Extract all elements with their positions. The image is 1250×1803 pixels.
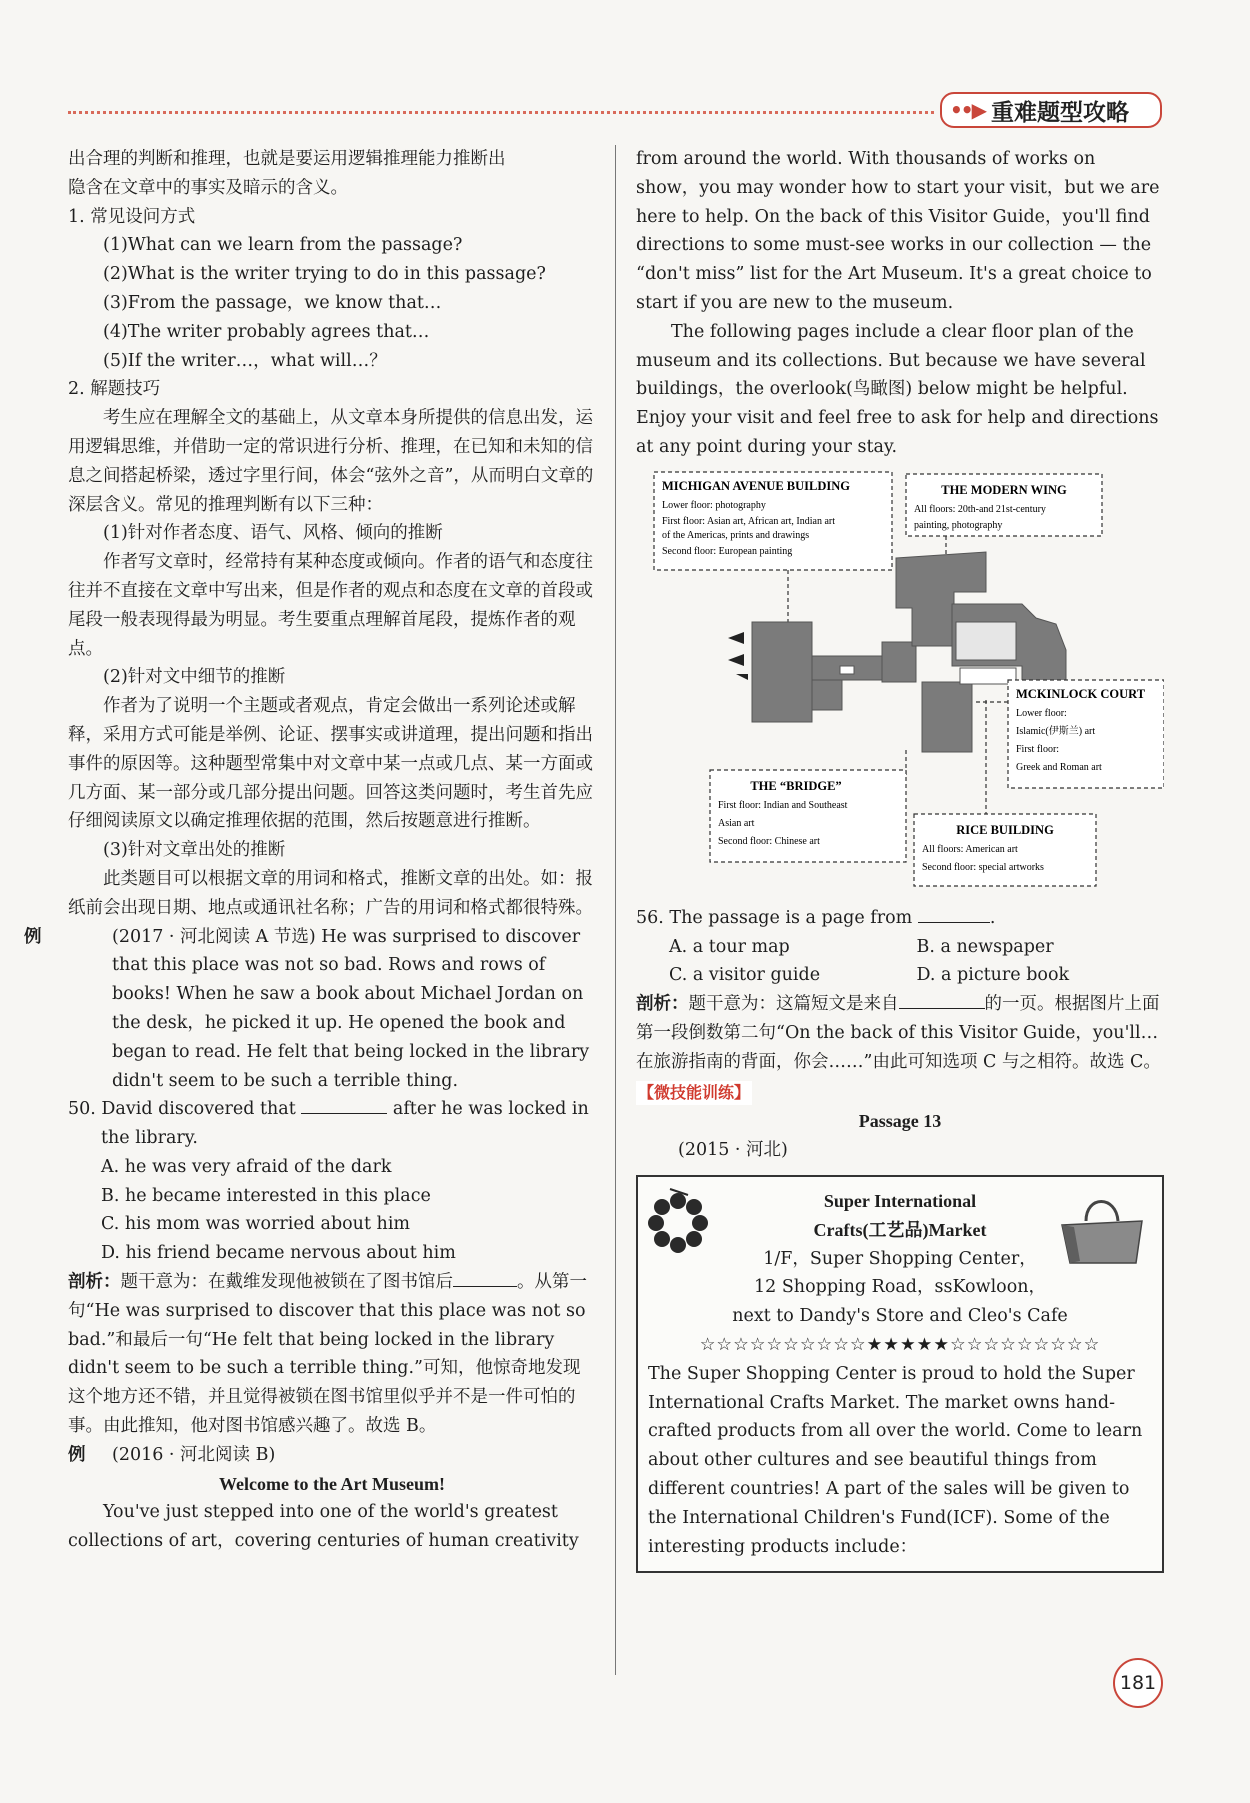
options-56-row-1 — [636, 933, 1164, 962]
question-56: 56. The passage is a page from . — [636, 904, 1164, 933]
option-56-c: C. a visitor guide — [669, 965, 821, 986]
analysis-56-text-end: 的一页。根据图片上面第一段倒数第二句“On the back of this Visitor Guide，you'll…在旅游指南的背面，你会……”由此可知选项 C 与之相符。故选 C。 — [636, 994, 1161, 1072]
market-name-line-1: Super International — [823, 1190, 977, 1211]
question-form-5: (5)If the writer…，what will…？ — [103, 350, 387, 371]
option-50-b: B. he became interested in this place — [101, 1185, 431, 1206]
rice-line-1: All floors: American art — [922, 843, 1018, 855]
michigan-line-4: Second floor: European painting — [662, 545, 793, 557]
answer-blank — [918, 904, 990, 923]
modern-wing-title: THE MODERN WING — [941, 482, 1067, 497]
type-3-title: (3)针对文章出处的推断 — [103, 840, 286, 861]
bridge-line-3: Second floor: Chinese art — [718, 835, 820, 847]
example-label: 例 — [68, 1444, 86, 1465]
bead-bracelet-icon — [648, 1185, 708, 1261]
answer-blank — [301, 1095, 387, 1114]
header-dotted-rule — [68, 111, 934, 114]
michigan-line-2: First floor: Asian art, African art, Indian art — [662, 515, 836, 527]
mckinlock-line-3: First floor: — [1016, 743, 1060, 755]
arrow-icon: ••▶ — [950, 98, 985, 122]
museum-overlook-map — [636, 470, 1164, 900]
example-2-head — [68, 1441, 596, 1470]
question-56-stem: 56. The passage is a page from — [636, 907, 913, 928]
option-56-a: A. a tour map — [669, 936, 790, 957]
modern-wing-line-1: All floors: 20th-and 21st-century — [914, 503, 1046, 515]
option-56-b: B. a newspaper — [916, 936, 1054, 957]
analysis-50 — [68, 1268, 596, 1441]
michigan-line-3: of the Americas, prints and drawings — [662, 529, 810, 541]
section-header-badge — [940, 92, 1162, 128]
handbag-icon — [1056, 1191, 1148, 1267]
analysis-label: 剖析： — [68, 1272, 121, 1293]
right-column — [636, 145, 1164, 1573]
section-1-title: 1. 常见设问方式 — [68, 206, 196, 227]
bridge-line-1: First floor: Indian and Southeast — [718, 799, 848, 811]
passage-source: (2015 · 河北) — [678, 1140, 788, 1161]
modern-wing-line-2: painting, photography — [914, 519, 1003, 531]
passage-title: Passage 13 — [858, 1111, 942, 1132]
type-1-paragraph: 作者写文章时，经常持有某种态度或倾向。作者的语气和态度往往并不直接在文章中写出来，但是作者的观点和态度在文章的首段或尾段一般表现得最为明显。考生要重点理解首尾段，提炼作者的观点。 — [68, 552, 593, 659]
type-1-title: (1)针对作者态度、语气、风格、倾向的推断 — [103, 523, 443, 544]
option-50-a: A. he was very afraid of the dark — [101, 1156, 392, 1177]
question-50-stem: 50. David discovered that — [68, 1099, 296, 1120]
market-name-line-2: Crafts(工艺品)Market — [813, 1219, 987, 1240]
type-3-paragraph: 此类题目可以根据文章的用词和格式，推断文章的出处。如：报纸前会出现日期、地点或通讯社名称；广告的用词和格式都很特殊。 — [68, 868, 593, 918]
analysis-56 — [636, 990, 1164, 1076]
mckinlock-line-4: Greek and Roman art — [1016, 761, 1102, 773]
tips-paragraph: 考生应在理解全文的基础上，从文章本身所提供的信息出发，运用逻辑思维，并借助一定的常识进行分析、推理，在已知和未知的信息之间搭起桥梁，透过字里行间，体会“弦外之音”，从而明白文章的深层含义。常见的推理判断有以下三种： — [68, 408, 594, 515]
left-column — [24, 145, 596, 1556]
answer-blank — [453, 1268, 517, 1287]
type-2-title: (2)针对文中细节的推断 — [103, 667, 286, 688]
rice-line-2: Second floor: special artworks — [922, 861, 1044, 873]
michigan-title: MICHIGAN AVENUE BUILDING — [662, 478, 850, 493]
market-address-1: 1/F，Super Shopping Center， — [763, 1248, 1037, 1269]
museum-floor-plan-svg — [636, 470, 1164, 900]
example-2-source: (2016 · 河北阅读 B) — [112, 1444, 276, 1465]
article-title: Welcome to the Art Museum! — [219, 1473, 445, 1494]
option-56-d: D. a picture book — [916, 965, 1070, 986]
example-1-text: (2017 · 河北阅读 A 节选) He was surprised to discover that this place was not so bad. Rows and rows of books! When he saw a book about Michael Jordan on the desk，he picked it up. He opened the book and began to read. He felt that being locked in the library didn't seem to be such a terrible thing. — [112, 926, 590, 1091]
market-ad-body: The Super Shopping Center is proud to hold the Super International Crafts Market. The market owns hand-crafted products from all over the world. Come to learn about other cultures and see beautiful things from different countries! A part of the sales will be given to the International Children's Fund(ICF). Some of the interesting products include： — [648, 1363, 1143, 1557]
skill-training-row — [636, 1079, 1164, 1108]
question-form-1: (1)What can we learn from the passage? — [103, 235, 463, 256]
michigan-line-1: Lower floor: photography — [662, 499, 766, 511]
analysis-label: 剖析： — [636, 994, 689, 1015]
article-paragraph-1: from around the world. With thousands of works on show，you may wonder how to start your visit，but we are here to help. On the back of this Visitor Guide，you'll find directions to some must-see works in our collection — the “don't miss” list for the Art Museum. It's a great choice to start if you are new to the museum. — [636, 149, 1160, 313]
options-56-row-2 — [636, 961, 1164, 990]
question-50-stem-end: after he was locked in the library. — [101, 1099, 589, 1149]
mckinlock-line-1: Lower floor: — [1016, 707, 1067, 719]
market-ad-box — [636, 1175, 1164, 1573]
question-form-3: (3)From the passage，we know that… — [103, 292, 442, 313]
option-50-d: D. his friend became nervous about him — [101, 1243, 456, 1264]
skill-training-tag: 【微技能训练】 — [636, 1081, 752, 1105]
intro-line-2: 隐含在文章中的事实及暗示的含义。 — [68, 177, 348, 198]
page-number: 181 — [1113, 1658, 1163, 1708]
rice-title: RICE BUILDING — [956, 822, 1054, 837]
question-form-4: (4)The writer probably agrees that… — [103, 321, 430, 342]
mckinlock-title: MCKINLOCK COURT — [1016, 686, 1146, 701]
intro-line-1: 出合理的判断和推理，也就是要运用逻辑推理能力推断出 — [68, 149, 506, 169]
analysis-56-text: 题干意为：这篇短文是来自 — [688, 994, 899, 1015]
question-form-2: (2)What is the writer trying to do in this passage? — [103, 264, 546, 285]
answer-blank — [899, 990, 985, 1009]
article-paragraph-2: The following pages include a clear floor plan of the museum and its collections. But because we have several buildings，the overlook(鸟瞰图) below might be helpful. Enjoy your visit and feel free to ask for help and directions at any point during your stay. — [636, 321, 1159, 457]
question-50 — [68, 1095, 596, 1153]
section-2-title: 2. 解题技巧 — [68, 379, 161, 400]
bridge-title: THE “BRIDGE” — [750, 778, 842, 793]
market-address-2: 12 Shopping Road，ssKowloon， — [753, 1277, 1047, 1298]
option-50-c: C. his mom was worried about him — [101, 1214, 411, 1235]
mckinlock-line-2: Islamic(伊斯兰) art — [1016, 725, 1096, 737]
analysis-50-text: 题干意为：在戴维发现他被锁在了图书馆后 — [120, 1272, 453, 1293]
analysis-50-text-end: 。从第一句“He was surprised to discover that this place was not so bad.”和最后一句“He felt that being locked in the library didn't seem to be such a terrible thing.”可知，他惊奇地发现这个地方还不错，并且觉得被锁在图书馆里似乎并不是一件可怕的事。由此推知，他对图书馆感兴趣了。故选 B。 — [68, 1272, 587, 1437]
example-1 — [24, 923, 596, 1096]
column-divider — [615, 145, 616, 1675]
market-address-3: next to Dandy's Store and Cleo's Cafe — [732, 1306, 1068, 1327]
bridge-line-2: Asian art — [718, 817, 755, 829]
article-paragraph-start: You've just stepped into one of the world's greatest collections of art，covering centuries of human creativity — [68, 1502, 579, 1552]
star-divider: ☆☆☆☆☆☆☆☆☆☆★★★★★☆☆☆☆☆☆☆☆☆ — [699, 1334, 1101, 1355]
type-2-paragraph: 作者为了说明一个主题或者观点，肯定会做出一系列论述或解释，采用方式可能是举例、论证、摆事实或讲道理，提出问题和指出事件的原因等。这种题型常集中对文章中某一点或几点、某一方面或几方面、某一部分或几部分提出问题。回答这类问题时，考生首先应仔细阅读原文以确定推理依据的范围，然后按题意进行推断。 — [68, 696, 593, 832]
example-label: 例 — [24, 926, 42, 947]
section-header-title: 重难题型攻略 — [990, 99, 1129, 126]
